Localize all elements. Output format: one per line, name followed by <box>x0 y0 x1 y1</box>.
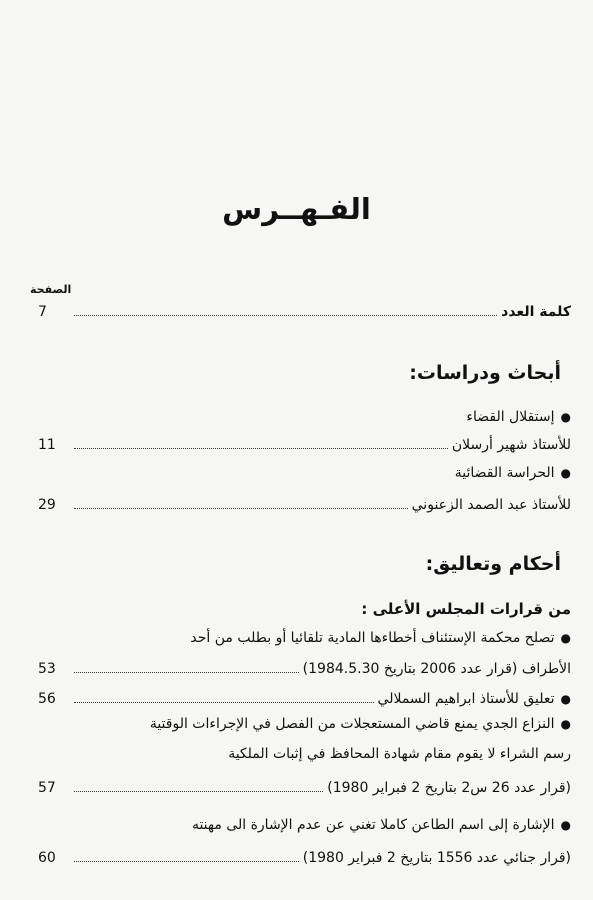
page-number: 57 <box>38 780 56 796</box>
dot-leader <box>74 701 374 703</box>
dot-leader <box>74 790 323 792</box>
entry-text: (قرار جنائي عدد 1556 بتاريخ 2 فبراير 1980) <box>302 850 571 866</box>
toc-entry[interactable] <box>38 657 571 677</box>
dot-leader <box>74 314 497 316</box>
bullet-icon: ● <box>560 410 571 424</box>
entry-text: الأطراف (قرار عدد 2006 بتاريخ 1984.5.30) <box>302 661 571 677</box>
toc-item-line: ●النزاع الجدي يمنع قاضي المستعجلات من الفصل في الإجراءات الوقتية <box>149 716 571 732</box>
toc-entry[interactable] <box>38 776 571 796</box>
toc-entry[interactable] <box>38 687 571 707</box>
toc-entry[interactable] <box>38 846 571 866</box>
dot-leader <box>74 447 448 449</box>
bullet-icon: ● <box>560 717 571 731</box>
toc-item-line: ●تصلح محكمة الإستئناف أخطاءها المادية تلقائيا أو بطلب من أحد <box>190 630 571 646</box>
dot-leader <box>74 671 299 673</box>
toc-item-title: ●الحراسة القضائية <box>454 465 571 481</box>
bullet-icon: ● <box>560 466 571 480</box>
toc-item-line: ●الإشارة إلى اسم الطاعن كاملا تغني عن عدم الإشارة الى مهنته <box>191 817 571 833</box>
page-number: 53 <box>38 661 56 677</box>
entry-author: للأستاذ عبد الصمد الزعنوني <box>411 497 571 513</box>
page-number: 29 <box>38 497 56 513</box>
entry-author: للأستاذ شهير أرسلان <box>451 437 571 453</box>
page-number: 56 <box>38 691 56 707</box>
page-number: 7 <box>38 304 47 320</box>
subsection-heading: من قرارات المجلس الأعلى : <box>361 600 571 618</box>
dot-leader <box>74 860 299 862</box>
bullet-icon: ● <box>560 818 571 832</box>
page-column-label: الصفحة <box>30 283 72 296</box>
toc-entry-intro[interactable] <box>38 300 571 320</box>
page-number: 11 <box>38 437 56 453</box>
toc-entry[interactable] <box>38 493 571 513</box>
page-number: 60 <box>38 850 56 866</box>
index-title: الفـهــرس <box>222 192 371 226</box>
toc-item-title: ●إستقلال القضاء <box>466 409 571 425</box>
toc-item-line: رسم الشراء لا يقوم مقام شهادة المحافظ في إثبات الملكية <box>228 746 571 762</box>
entry-text: ●تعليق للأستاذ ابراهيم السملالي <box>377 691 571 707</box>
toc-entry[interactable] <box>38 433 571 453</box>
entry-title: كلمة العدد <box>501 304 571 320</box>
bullet-icon: ● <box>560 692 571 706</box>
section-heading-studies: أبحاث ودراسات: <box>409 362 561 384</box>
bullet-icon: ● <box>560 631 571 645</box>
dot-leader <box>74 507 408 509</box>
section-heading-rulings: أحكام وتعاليق: <box>425 553 561 575</box>
entry-text: (قرار عدد 26 س2 بتاريخ 2 فبراير 1980) <box>327 780 571 796</box>
